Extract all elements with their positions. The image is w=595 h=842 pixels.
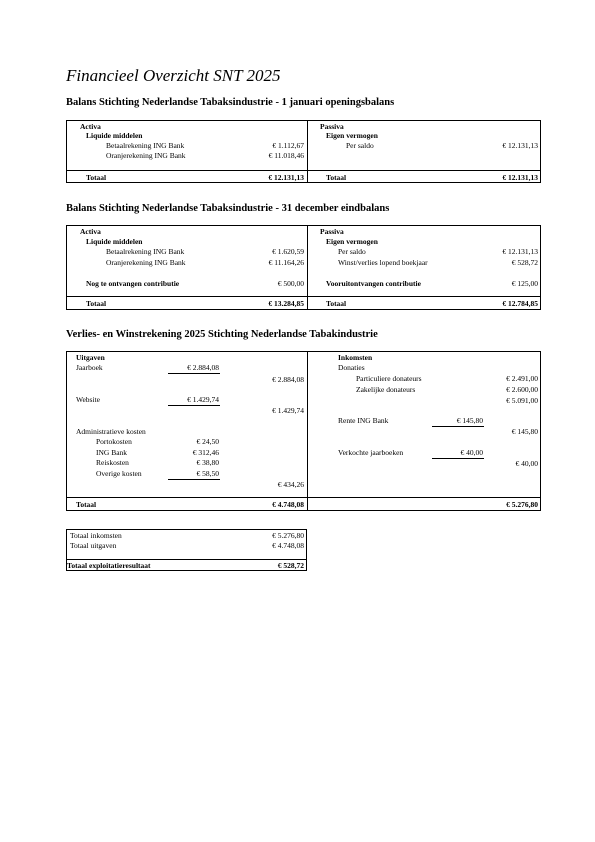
per-saldo-label: Per saldo (346, 141, 374, 150)
activa-label: Activa (80, 227, 101, 236)
liquide-middelen-label: Liquide middelen (86, 131, 143, 140)
betaalrekening-label: Betaalrekening ING Bank (106, 141, 185, 150)
zakelijke-donateurs-value: € 2.600,00 (506, 385, 538, 394)
particuliere-donateurs-label: Particuliere donateurs (356, 374, 422, 383)
jaarboek-value: € 2.884,08 (187, 363, 219, 372)
overige-kosten-label: Overige kosten (96, 469, 142, 478)
overige-kosten-value: € 58,50 (196, 469, 219, 478)
portokosten-value: € 24,50 (196, 437, 219, 446)
vooruitontvangen-label: Vooruitontvangen contributie (326, 279, 421, 288)
uitgaven-label: Uitgaven (76, 353, 105, 362)
betaalrekening-label: Betaalrekening ING Bank (106, 247, 185, 256)
totaal-activa-label: Totaal (86, 299, 107, 308)
totaal-activa-value: € 12.131,13 (268, 173, 304, 182)
inkomsten-label: Inkomsten (338, 353, 373, 362)
totaal-passiva-label: Totaal (326, 299, 347, 308)
zakelijke-donateurs-label: Zakelijke donateurs (356, 385, 416, 394)
per-saldo-label: Per saldo (338, 247, 366, 256)
totaal-passiva-value: € 12.131,13 (502, 173, 538, 182)
oranjerekening-value: € 11.018,46 (268, 151, 304, 160)
nog-te-ontvangen-label: Nog te ontvangen contributie (86, 279, 180, 288)
reiskosten-value: € 38,80 (196, 458, 219, 467)
per-saldo-value: € 12.131,13 (502, 141, 538, 150)
nog-te-ontvangen-value: € 500,00 (277, 279, 304, 288)
pl-heading: Verlies- en Winstrekening 2025 Stichting Nederlandse Tabakindustrie (66, 329, 378, 340)
website-value: € 1.429,74 (187, 395, 219, 404)
eigen-vermogen-label: Eigen vermogen (326, 131, 378, 140)
donaties-label: Donaties (338, 363, 365, 372)
rente-ing-label: Rente ING Bank (338, 416, 389, 425)
exploitatieresultaat-label: Totaal exploitatieresultaat (67, 561, 151, 570)
website-total: € 1.429,74 (272, 406, 304, 415)
page-title: Financieel Overzicht SNT 2025 (66, 66, 281, 85)
passiva-label: Passiva (320, 227, 344, 236)
admin-kosten-label: Administratieve kosten (76, 427, 146, 436)
ing-bank-value: € 312,46 (192, 448, 219, 457)
ing-bank-label: ING Bank (96, 448, 128, 457)
totaal-passiva-label: Totaal (326, 173, 347, 182)
passiva-label: Passiva (320, 122, 344, 131)
totaal-passiva-value: € 12.784,85 (502, 299, 538, 308)
oranjerekening-label: Oranjerekening ING Bank (106, 258, 186, 267)
winst-verlies-value: € 528,72 (511, 258, 538, 267)
totaal-uitgaven-value: € 4.748,08 (272, 500, 304, 509)
winst-verlies-label: Winst/verlies lopend boekjaar (338, 258, 428, 267)
closing-balance-heading: Balans Stichting Nederlandse Tabaksindustrie - 31 december eindbalans (66, 203, 390, 214)
donaties-total: € 5.091,00 (506, 396, 538, 405)
activa-label: Activa (80, 122, 101, 131)
oranjerekening-value: € 11.164,26 (268, 258, 304, 267)
totaal-inkomsten-label: Totaal inkomsten (70, 531, 122, 540)
rente-ing-value: € 145,80 (456, 416, 483, 425)
verkochte-jaarboeken-total: € 40,00 (515, 459, 538, 468)
jaarboek-total: € 2.884,08 (272, 375, 304, 384)
totaal-inkomsten-summary-value: € 5.276,80 (272, 531, 304, 540)
particuliere-donateurs-value: € 2.491,00 (506, 374, 538, 383)
vooruitontvangen-value: € 125,00 (511, 279, 538, 288)
per-saldo-value: € 12.131,13 (502, 247, 538, 256)
website-label: Website (76, 395, 100, 404)
oranjerekening-label: Oranjerekening ING Bank (106, 151, 186, 160)
totaal-activa-value: € 13.284,85 (268, 299, 304, 308)
admin-kosten-total: € 434,26 (277, 480, 304, 489)
verkochte-jaarboeken-value: € 40,00 (460, 448, 483, 457)
rente-ing-total: € 145,80 (511, 427, 538, 436)
totaal-activa-label: Totaal (86, 173, 107, 182)
exploitatieresultaat-value: € 528,72 (277, 561, 304, 570)
verkochte-jaarboeken-label: Verkochte jaarboeken (338, 448, 404, 457)
eigen-vermogen-label: Eigen vermogen (326, 237, 378, 246)
liquide-middelen-label: Liquide middelen (86, 237, 143, 246)
reiskosten-label: Reiskosten (96, 458, 129, 467)
totaal-uitgaven-summary-value: € 4.748,08 (272, 541, 304, 550)
jaarboek-label: Jaarboek (76, 363, 103, 372)
betaalrekening-value: € 1.112,67 (272, 141, 304, 150)
totaal-uitgaven-summary-label: Totaal uitgaven (70, 541, 117, 550)
betaalrekening-value: € 1.620,59 (272, 247, 304, 256)
totaal-uitgaven-label: Totaal (76, 500, 97, 509)
totaal-inkomsten-value: € 5.276,80 (506, 500, 538, 509)
portokosten-label: Portokosten (96, 437, 132, 446)
opening-balance-heading: Balans Stichting Nederlandse Tabaksindustrie - 1 januari openingsbalans (66, 97, 395, 108)
